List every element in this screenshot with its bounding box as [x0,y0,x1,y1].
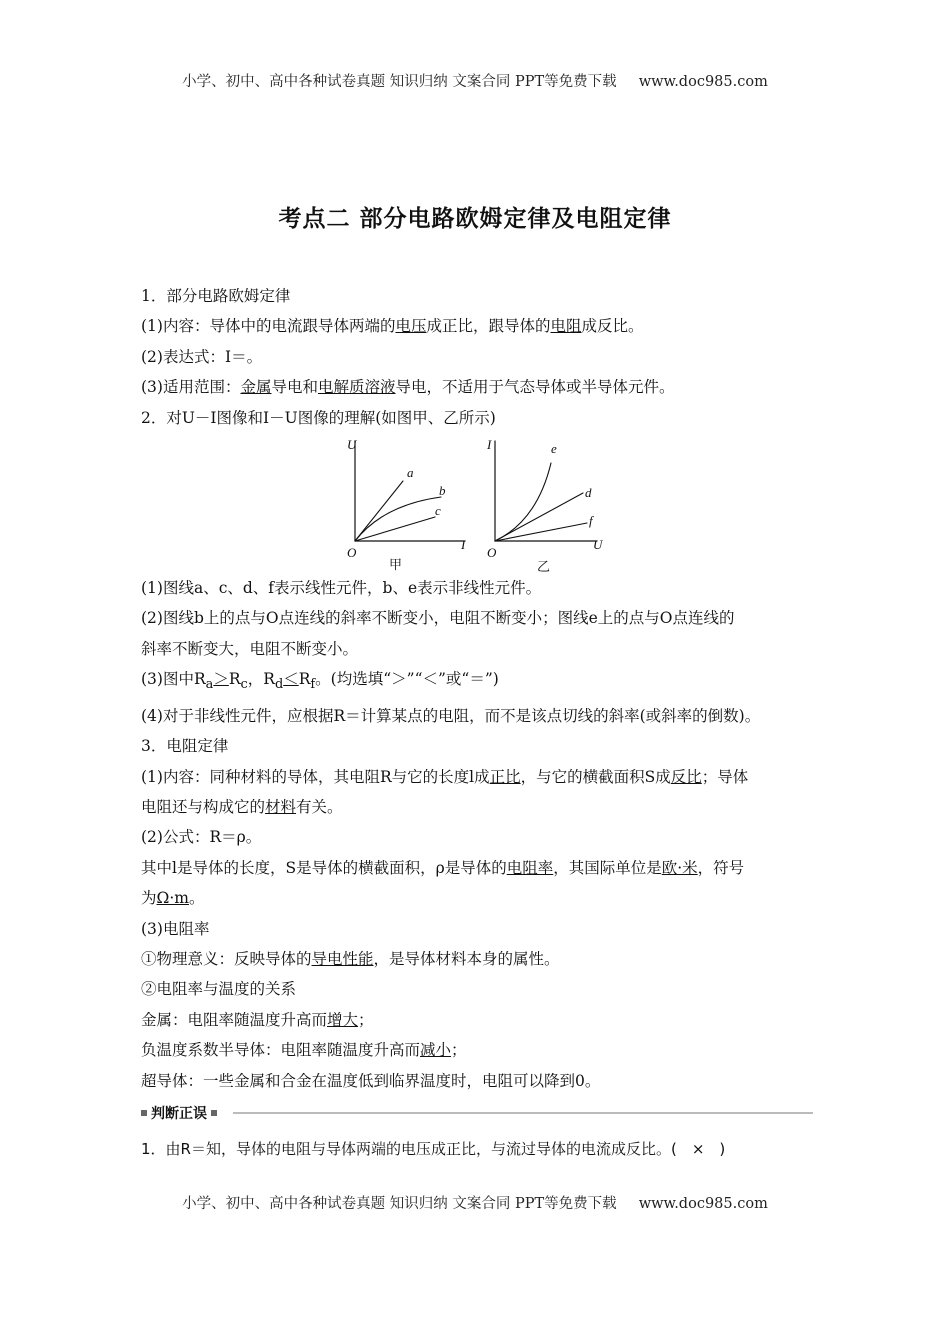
left-caption: 甲 [389,558,403,574]
footer-text: 小学、初中、高中各种试卷真题 知识归纳 文案合同 PPT等免费下载 [182,1196,617,1212]
label-c: c [435,503,441,519]
header-site: www.doc985.com [638,74,768,90]
label-b: b [439,483,446,499]
divider-line [233,1112,813,1114]
s3-p4: (3)电阻率 [141,919,210,938]
s3-p2: (2)公式：R＝ρ。 [141,828,262,847]
line-f [495,523,587,541]
s3-heading: 3．电阻定律 [141,737,229,756]
page-title: 考点二 部分电路欧姆定律及电阻定律 [278,206,672,232]
line-d [495,493,583,541]
s3-p6: ②电阻率与温度的关系 [141,980,297,999]
label-d: d [585,485,592,501]
right-y-label: I [487,437,492,453]
s3-p7: 金属：电阻率随温度升高而增大； [141,1010,374,1029]
left-y-label: U [347,437,357,453]
s3-p5: ①物理意义：反映导体的导电性能，是导体材料本身的属性。 [141,950,560,968]
right-x-label: U [593,537,603,553]
s2-p4: (4)对于非线性元件，应根据R＝计算某点的电阻，而不是该点切线的斜率(或斜率的倒数)。 [141,706,761,725]
s1-heading: 1．部分电路欧姆定律 [141,287,291,305]
s2-heading: 2．对U－I图像和I－U图像的理解(如图甲、乙所示) [141,408,496,427]
square-bullet-icon [141,1110,147,1116]
s2-p3: (3)图中$R_a>R_c$，$R_d<R_f$。(均选填“＞”“＜”或“＝”) [141,670,499,693]
s1-p1: (1)内容：导体中的电流跟导体两端的电压成正比，跟导体的电阻成反比。 [141,317,644,336]
line-e [495,463,551,541]
s3-p9: 超导体：一些金属和合金在温度低到临界温度时，电阻可以降到0。 [141,1071,601,1090]
document-body [141,281,813,1096]
s2-p2a: (2)图线b上的点与O点连线的斜率不断变小，电阻不断变小；图线e上的点与O点连线的 [141,609,735,628]
right-origin: O [487,545,497,561]
question-1: 1．由R＝知，导体的电阻与导体两端的电压成正比，与流过导体的电流成反比。( × ) [141,1140,726,1158]
s3-p3: 其中l是导体的长度，S是导体的横截面积，ρ是导体的电阻率，其国际单位是欧·米，符号 [141,858,745,877]
header-text: 小学、初中、高中各种试卷真题 知识归纳 文案合同 PPT等免费下载 [182,74,617,90]
s3-p1-cont: 电阻还与构成它的材料有关。 [141,797,343,816]
s3-p1: (1)内容：同种材料的导体，其电阻R与它的长度l成正比，与它的横截面积S成反比；导体 [141,767,749,786]
line-c [355,517,435,541]
label-f: f [589,513,593,529]
left-origin: O [347,545,357,561]
s3-p8: 负温度系数半导体：电阻率随温度升高而减小； [141,1041,467,1060]
figure-graphs [141,433,813,573]
right-caption: 乙 [537,560,551,574]
s2-p2b: 斜率不断变大，电阻不断变小。 [141,639,359,658]
label-e: e [551,441,557,457]
page-header [0,70,950,91]
s2-p1: (1)图线a、c、d、f表示线性元件，b、e表示非线性元件。 [141,579,542,598]
judge-label: 判断正误 [151,1105,207,1122]
left-x-label: I [461,537,466,553]
square-bullet-icon [211,1110,217,1116]
s3-p3-cont: 为Ω·m。 [141,889,205,908]
graphs-svg [341,433,641,573]
s1-p3: (3)适用范围：金属导电和电解质溶液导电，不适用于气态导体或半导体元件。 [141,378,675,397]
footer-site: www.doc985.com [638,1196,768,1212]
page-footer [0,1192,950,1213]
label-a: a [407,465,414,481]
judge-section-header [141,1102,813,1124]
s1-p2: (2)表达式：I＝。 [141,347,263,366]
